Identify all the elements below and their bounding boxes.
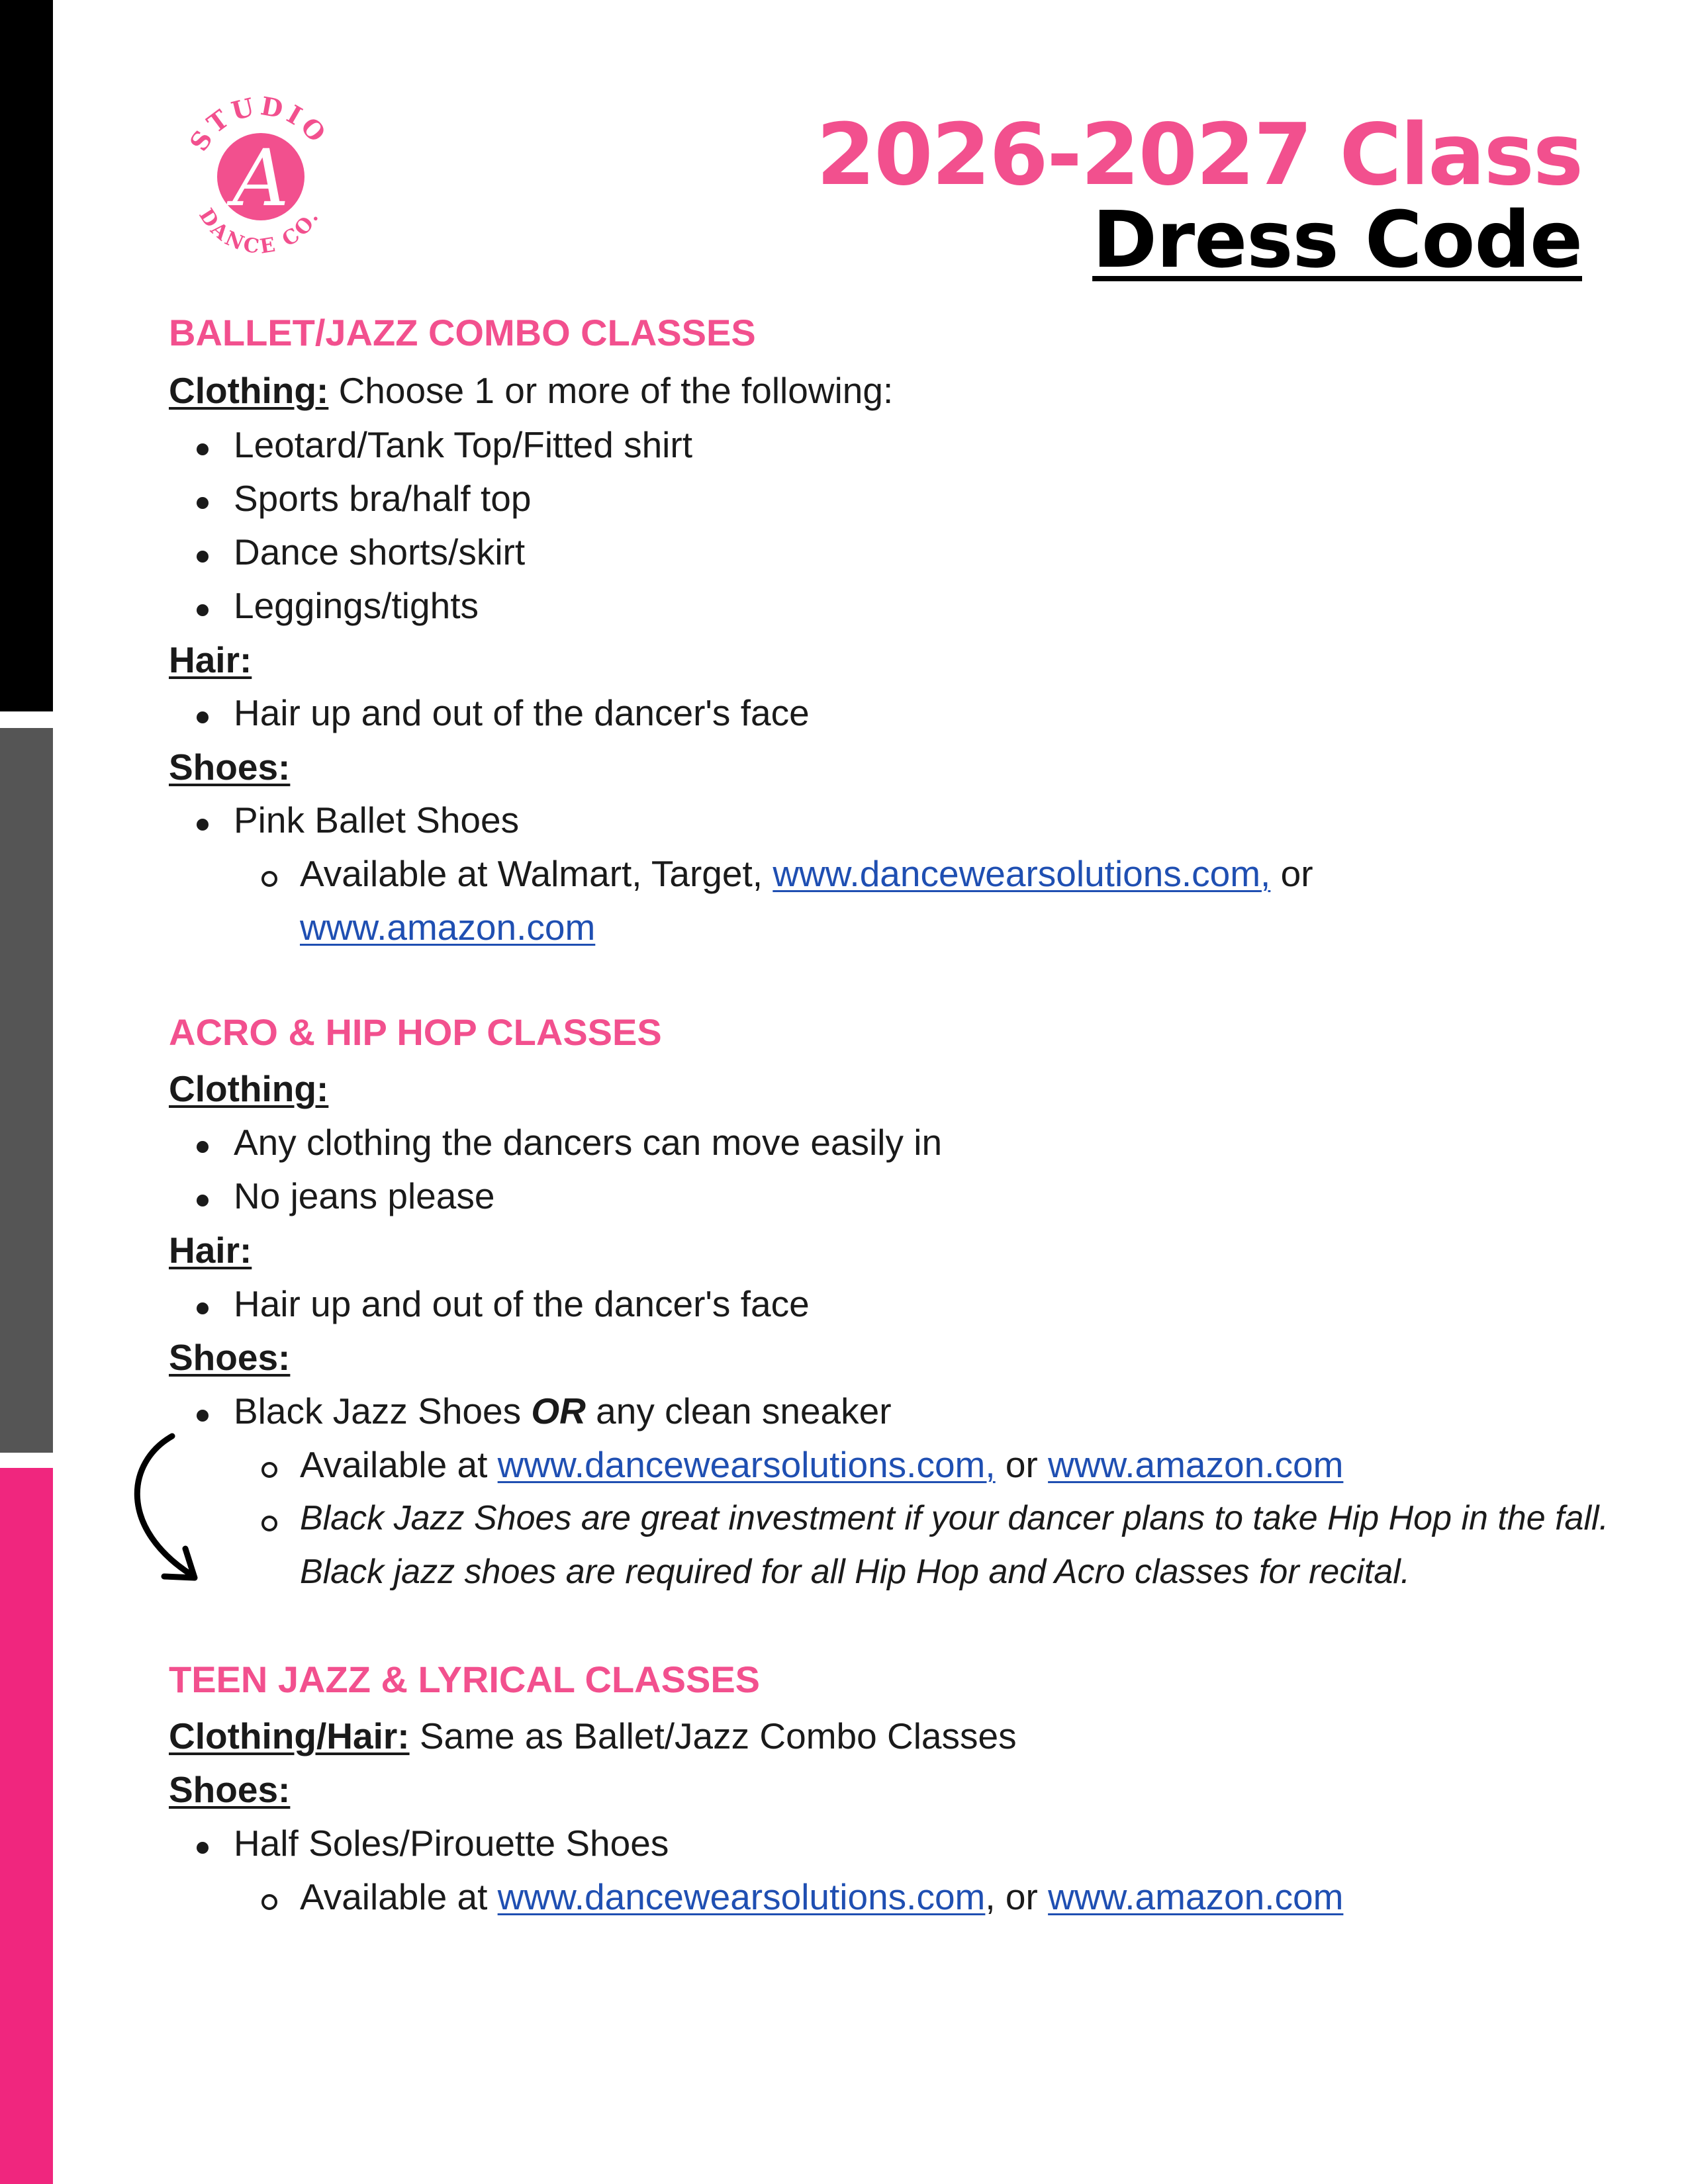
bullet-dot xyxy=(197,1842,209,1854)
bullet-ring xyxy=(261,1894,277,1910)
acro-clothing-label: Clothing: xyxy=(169,1068,329,1109)
list-item: Leotard/Tank Top/Fitted shirt xyxy=(234,424,692,465)
ballet-shoes-line xyxy=(169,744,290,790)
bullet-dot xyxy=(197,1410,209,1422)
ballet-avail-mid: or xyxy=(1270,853,1313,894)
left-stripe-gray xyxy=(0,728,53,1453)
ballet-availability-line xyxy=(300,850,1313,897)
teen-shoes-label: Shoes: xyxy=(169,1769,291,1810)
section-heading-teen: TEEN JAZZ & LYRICAL CLASSES xyxy=(169,1659,761,1700)
amazon-link[interactable]: www.amazon.com xyxy=(1048,1876,1344,1917)
teen-avail-mid: , or xyxy=(985,1876,1049,1917)
title-dress-code: Dress Code xyxy=(1092,194,1582,285)
section-heading-ballet: BALLET/JAZZ COMBO CLASSES xyxy=(169,312,756,353)
teen-clothing-text: Same as Ballet/Jazz Combo Classes xyxy=(409,1715,1017,1756)
acro-note-line2: Black jazz shoes are required for all Hip Hop and Acro classes for recital. xyxy=(300,1553,1411,1591)
bullet-dot xyxy=(197,1195,209,1206)
teen-shoes-line xyxy=(169,1766,290,1813)
teen-clothing-label: Clothing/Hair: xyxy=(169,1715,410,1756)
bullet-dot xyxy=(197,604,209,616)
list-item: Pink Ballet Shoes xyxy=(234,799,520,841)
list-item: Half Soles/Pirouette Shoes xyxy=(234,1823,669,1864)
list-item: Leggings/tights xyxy=(234,585,479,626)
acro-avail-mid: or xyxy=(995,1444,1049,1485)
bullet-ring xyxy=(261,1516,277,1531)
logo-letter: A xyxy=(232,132,289,224)
left-stripe-pink xyxy=(0,1468,53,2184)
list-item: Hair up and out of the dancer's face xyxy=(234,1283,810,1324)
list-item: Dance shorts/skirt xyxy=(234,531,526,572)
logo-bottom-text: DANCE CO. xyxy=(194,205,325,259)
ballet-hair-label: Hair: xyxy=(169,639,252,680)
acro-shoes-item xyxy=(234,1388,892,1434)
dancewear-link[interactable]: www.dancewearsolutions.com, xyxy=(773,853,1271,894)
acro-hair-label: Hair: xyxy=(169,1230,252,1271)
bullet-dot xyxy=(197,819,209,831)
bullet-dot xyxy=(197,1141,209,1153)
acro-shoes-label: Shoes: xyxy=(169,1337,291,1378)
acro-clothing-line xyxy=(169,1066,328,1112)
bullet-dot xyxy=(197,551,209,563)
bullet-dot xyxy=(197,1302,209,1314)
list-item: Sports bra/half top xyxy=(234,478,532,519)
ballet-availability-line2 xyxy=(300,904,595,950)
dancewear-link[interactable]: www.dancewearsolutions.com xyxy=(497,1876,986,1917)
ballet-clothing-intro: Choose 1 or more of the following: xyxy=(328,370,894,411)
bullet-ring xyxy=(261,1462,277,1478)
dancewear-link[interactable]: www.dancewearsolutions.com, xyxy=(497,1444,996,1485)
section-heading-acro: ACRO & HIP HOP CLASSES xyxy=(169,1011,662,1053)
acro-avail-prefix: Available at xyxy=(300,1444,498,1485)
amazon-link[interactable]: www.amazon.com xyxy=(300,907,596,948)
teen-clothing-line xyxy=(169,1713,1017,1759)
left-stripe-black xyxy=(0,0,53,711)
acro-shoes-part2: any clean sneaker xyxy=(585,1390,892,1432)
acro-note-line1: Black Jazz Shoes are great investment if your dancer plans to take Hip Hop in the fall. xyxy=(300,1499,1609,1537)
amazon-link[interactable]: www.amazon.com xyxy=(1048,1444,1344,1485)
acro-hair-line xyxy=(169,1227,252,1273)
title-year: 2026-2027 Class xyxy=(816,106,1582,205)
acro-shoes-part1: Black Jazz Shoes xyxy=(234,1390,532,1432)
ballet-clothing-line xyxy=(169,367,893,414)
list-item: Hair up and out of the dancer's face xyxy=(234,692,810,733)
teen-avail-prefix: Available at xyxy=(300,1876,498,1917)
acro-availability-line xyxy=(300,1441,1343,1488)
bullet-ring xyxy=(261,871,277,887)
curved-arrow-icon xyxy=(113,1423,218,1595)
ballet-shoes-label: Shoes: xyxy=(169,747,291,788)
logo-top-text: STUDIO xyxy=(183,91,334,157)
ballet-avail-prefix: Available at Walmart, Target, xyxy=(300,853,773,894)
bullet-dot xyxy=(197,497,209,509)
acro-shoes-line xyxy=(169,1334,290,1381)
bullet-dot xyxy=(197,443,209,455)
list-item: No jeans please xyxy=(234,1175,495,1216)
ballet-clothing-label: Clothing: xyxy=(169,370,329,411)
list-item: Any clothing the dancers can move easily in xyxy=(234,1122,943,1163)
teen-availability-line xyxy=(300,1874,1343,1920)
page-title xyxy=(816,106,1582,285)
ballet-hair-line xyxy=(169,637,252,683)
bullet-dot xyxy=(197,711,209,723)
studio-a-logo xyxy=(173,87,346,259)
acro-shoes-or: OR xyxy=(531,1390,586,1432)
